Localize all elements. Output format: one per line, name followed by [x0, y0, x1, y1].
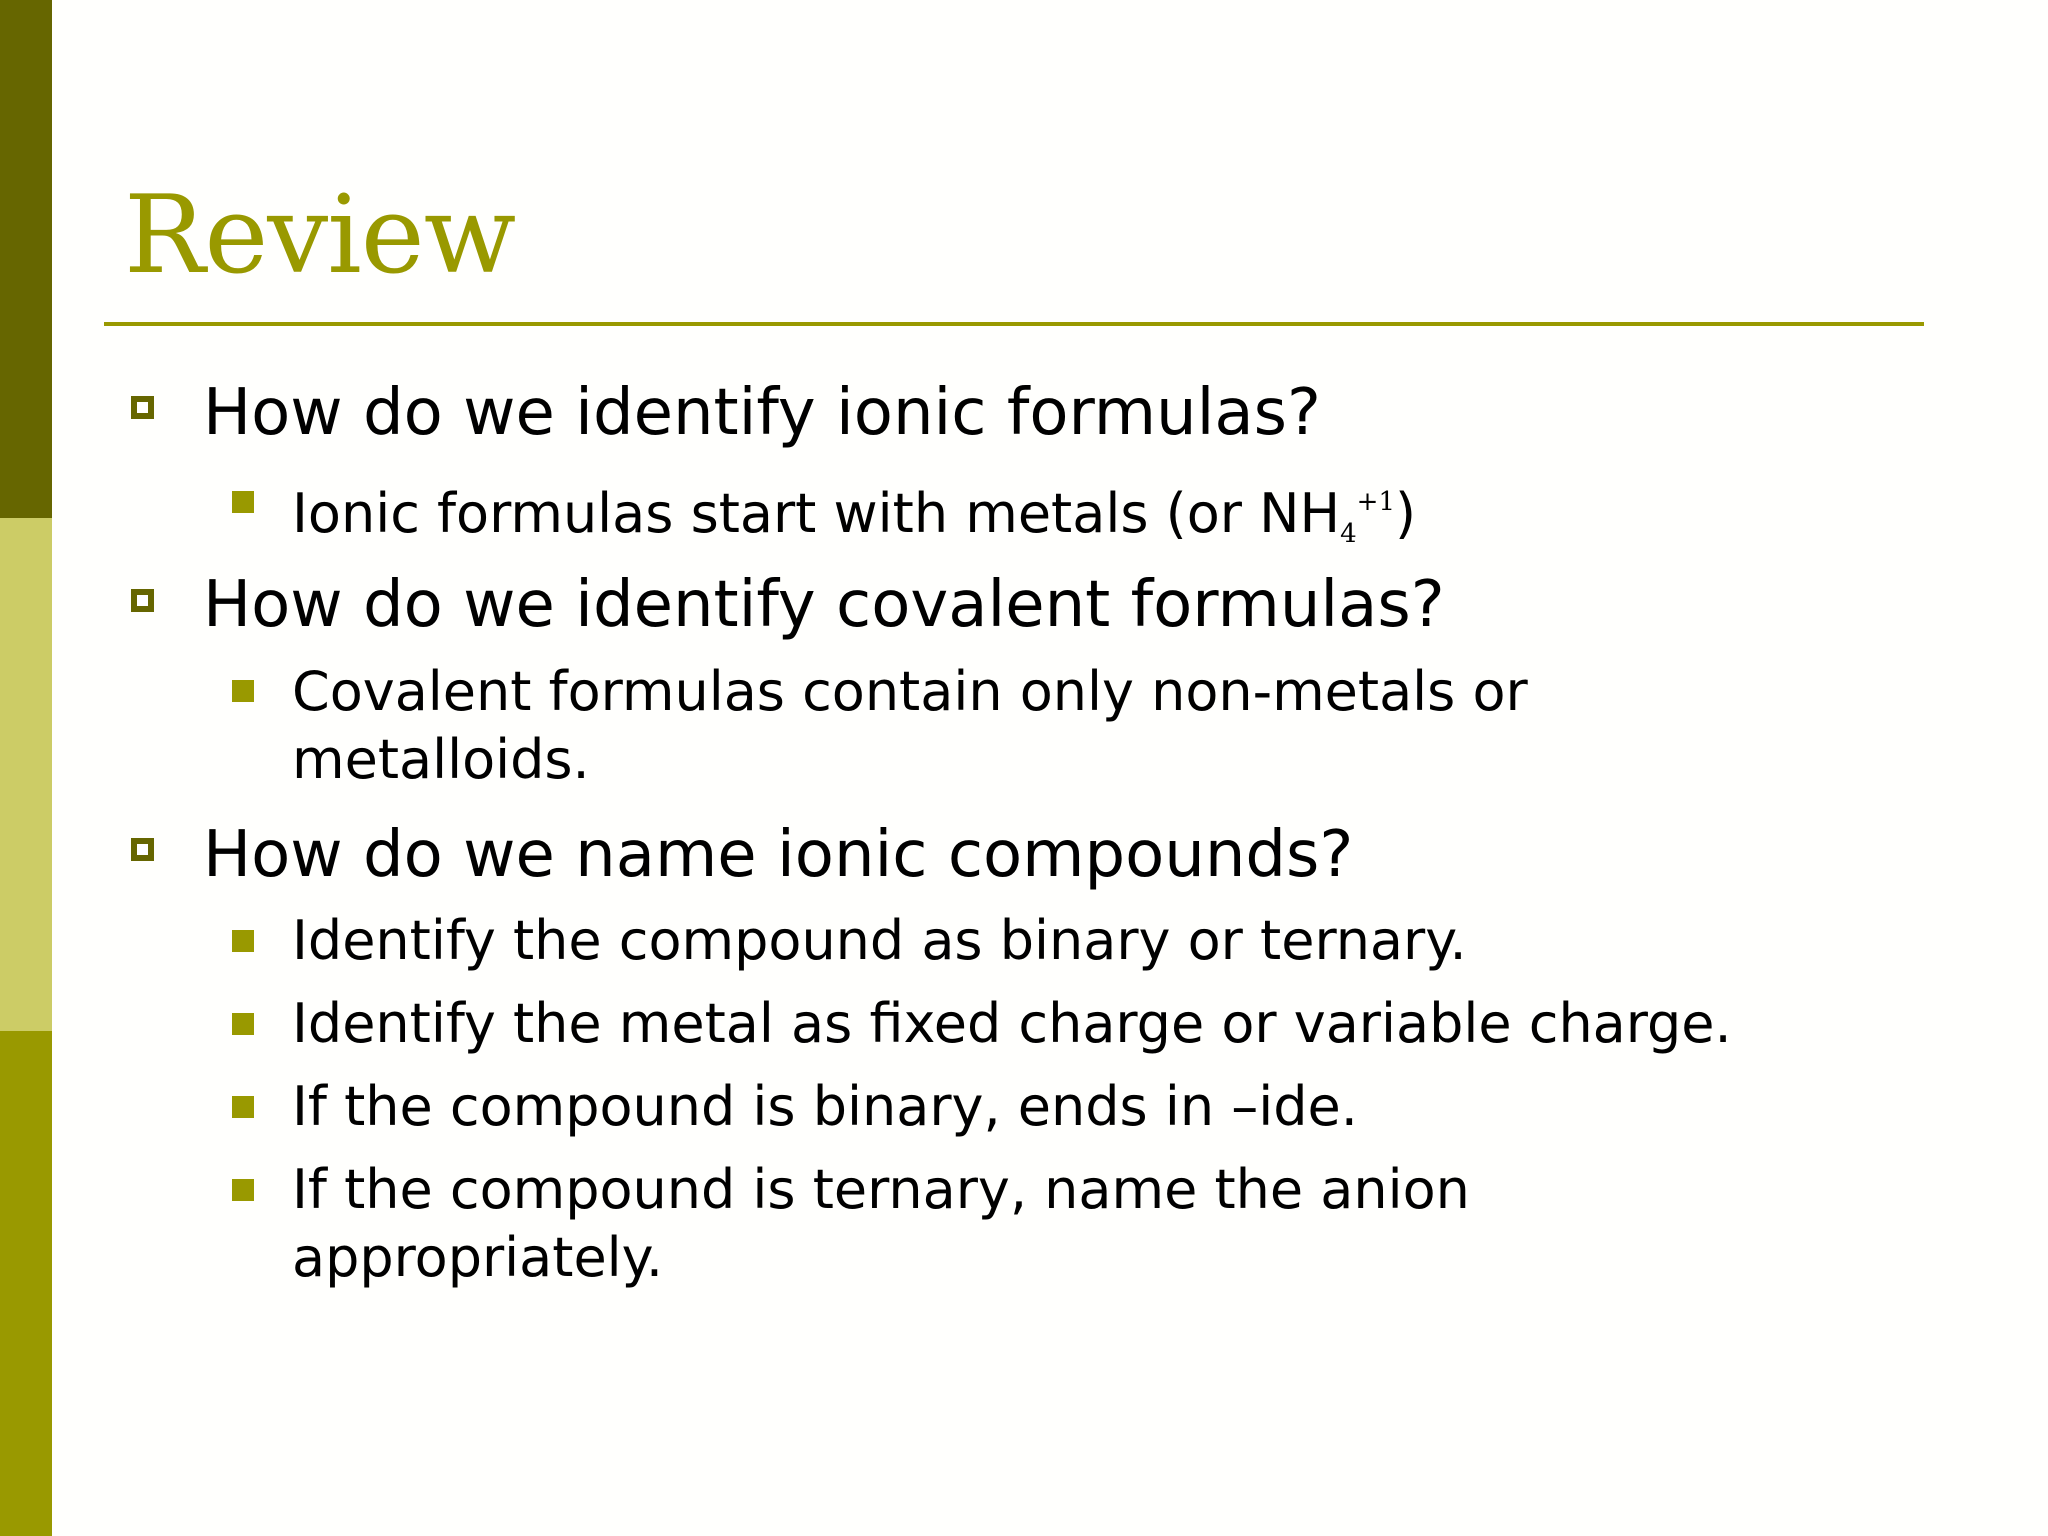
square-filled-bullet-icon [232, 930, 254, 952]
bullet-3-4-line-1: If the compound is ternary, name the anion [292, 1158, 1470, 1221]
bullet-3-3-text: If the compound is binary, ends in –ide. [292, 1075, 1358, 1138]
square-filled-bullet-icon [232, 491, 254, 513]
bullet-2-1-line-2: metalloids. [292, 728, 590, 791]
side-bar-medium [0, 1031, 52, 1536]
bullet-1-text: How do we identify ionic formulas? [203, 376, 1321, 450]
square-filled-bullet-icon [232, 1013, 254, 1035]
bullet-3-text: How do we name ionic compounds? [203, 818, 1354, 892]
bullet-3-4-line-2: appropriately. [292, 1226, 664, 1289]
title-divider [104, 322, 1924, 326]
bullet-3-4 [292, 1156, 1470, 1292]
subscript-4: 4 [1340, 519, 1357, 549]
bullet-1-1-tail: ) [1394, 482, 1417, 545]
square-filled-bullet-icon [232, 1096, 254, 1118]
bullet-2-text: How do we identify covalent formulas? [203, 568, 1445, 642]
slide-title: Review [124, 173, 516, 298]
square-filled-bullet-icon [232, 1179, 254, 1201]
bullet-3-1-text: Identify the compound as binary or ternary. [292, 909, 1467, 972]
side-bar-light [0, 518, 52, 1031]
square-filled-bullet-icon [232, 680, 254, 702]
bullet-2-1 [292, 658, 1528, 794]
square-outline-bullet-icon [131, 396, 154, 419]
square-outline-bullet-icon [131, 838, 154, 861]
bullet-1-1-text: Ionic formulas start with metals (or NH [292, 482, 1341, 545]
bullet-1-1 [292, 468, 1416, 568]
bullet-3-2-text: Identify the metal as fixed charge or variable charge. [292, 992, 1732, 1055]
square-outline-bullet-icon [131, 589, 154, 612]
bullet-2-1-line-1: Covalent formulas contain only non-metals or [292, 660, 1528, 723]
superscript-charge: +1 [1356, 487, 1395, 517]
side-bar-dark [0, 0, 52, 518]
